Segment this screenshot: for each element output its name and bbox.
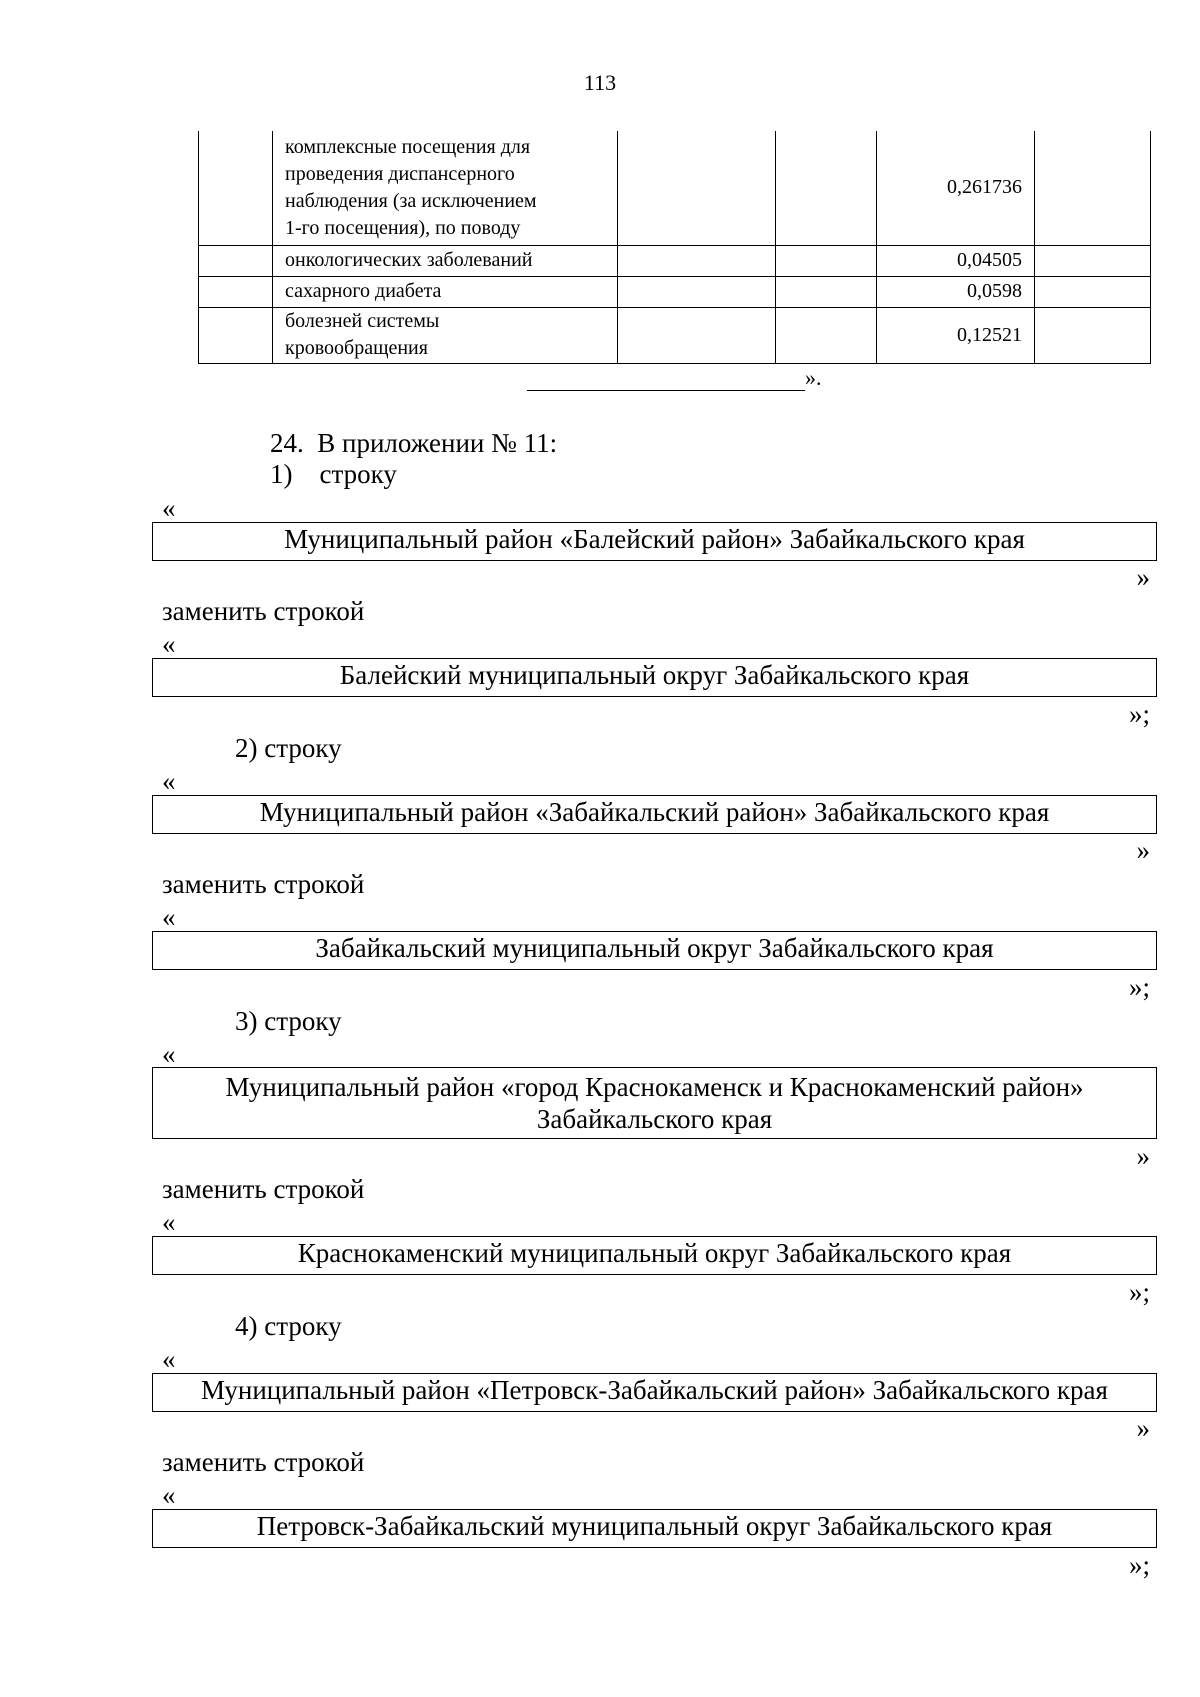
close-quote: »;: [1128, 699, 1150, 729]
row-value: 0,261736: [877, 131, 1035, 245]
replace-with-label: заменить строкой: [162, 1174, 365, 1204]
item-24: 24. В приложении № 11:: [270, 428, 558, 458]
open-quote: «: [162, 1039, 176, 1069]
replace-with-label: заменить строкой: [162, 596, 365, 626]
old-row-box: Муниципальный район «Забайкальский район» Забайкальского края: [152, 795, 1157, 834]
open-quote: «: [162, 902, 176, 932]
open-quote: «: [162, 1207, 176, 1237]
close-quote: »;: [1128, 1277, 1150, 1307]
row-description: комплексные посещения для проведения диспансерного наблюдения (за исключением 1-го посещения), по поводу: [273, 131, 618, 245]
close-quote: »: [1136, 1413, 1150, 1443]
close-quote: »: [1136, 562, 1150, 592]
row-description: онкологических заболеваний: [273, 245, 618, 276]
open-quote: «: [162, 766, 176, 796]
new-row-box: Балейский муниципальный округ Забайкальского края: [152, 658, 1157, 697]
sub-item-2: 2) строку: [235, 733, 342, 763]
close-quote: »;: [1128, 1550, 1150, 1580]
table-row: [199, 245, 1151, 276]
sub-item-3: 3) строку: [235, 1006, 342, 1036]
old-row-box: Муниципальный район «Балейский район» Забайкальского края: [152, 522, 1157, 561]
new-row-box: Петровск-Забайкальский муниципальный округ Забайкальского края: [152, 1509, 1157, 1548]
close-quote: »: [1136, 1141, 1150, 1171]
new-row-box: Забайкальский муниципальный округ Забайкальского края: [152, 931, 1157, 970]
row-value: 0,12521: [877, 307, 1035, 363]
indicator-table: [198, 131, 1151, 364]
open-quote: «: [162, 493, 176, 523]
sub-item-1: 1) строку: [270, 459, 397, 489]
replace-with-label: заменить строкой: [162, 1447, 365, 1477]
table-end-mark: ».: [527, 365, 822, 391]
new-row-box: Краснокаменский муниципальный округ Забайкальского края: [152, 1236, 1157, 1275]
close-quote: »;: [1128, 972, 1150, 1002]
row-value: 0,04505: [877, 245, 1035, 276]
open-quote: «: [162, 1480, 176, 1510]
table-row: [199, 307, 1151, 363]
old-row-box: Муниципальный район «Петровск-Забайкальский район» Забайкальского края: [152, 1373, 1157, 1412]
table-row: [199, 131, 1151, 245]
close-quote: »: [1136, 835, 1150, 865]
replace-with-label: заменить строкой: [162, 869, 365, 899]
sub-item-4: 4) строку: [235, 1311, 342, 1341]
row-description: болезней системы кровообращения: [273, 307, 618, 363]
open-quote: «: [162, 629, 176, 659]
old-row-box: Муниципальный район «город Краснокаменск и Краснокаменский район» Забайкальского края: [152, 1067, 1157, 1139]
open-quote: «: [162, 1344, 176, 1374]
row-value: 0,0598: [877, 276, 1035, 307]
page-number: 113: [583, 70, 617, 95]
underline-rule: [527, 368, 805, 391]
row-description: сахарного диабета: [273, 276, 618, 307]
table-row: [199, 276, 1151, 307]
